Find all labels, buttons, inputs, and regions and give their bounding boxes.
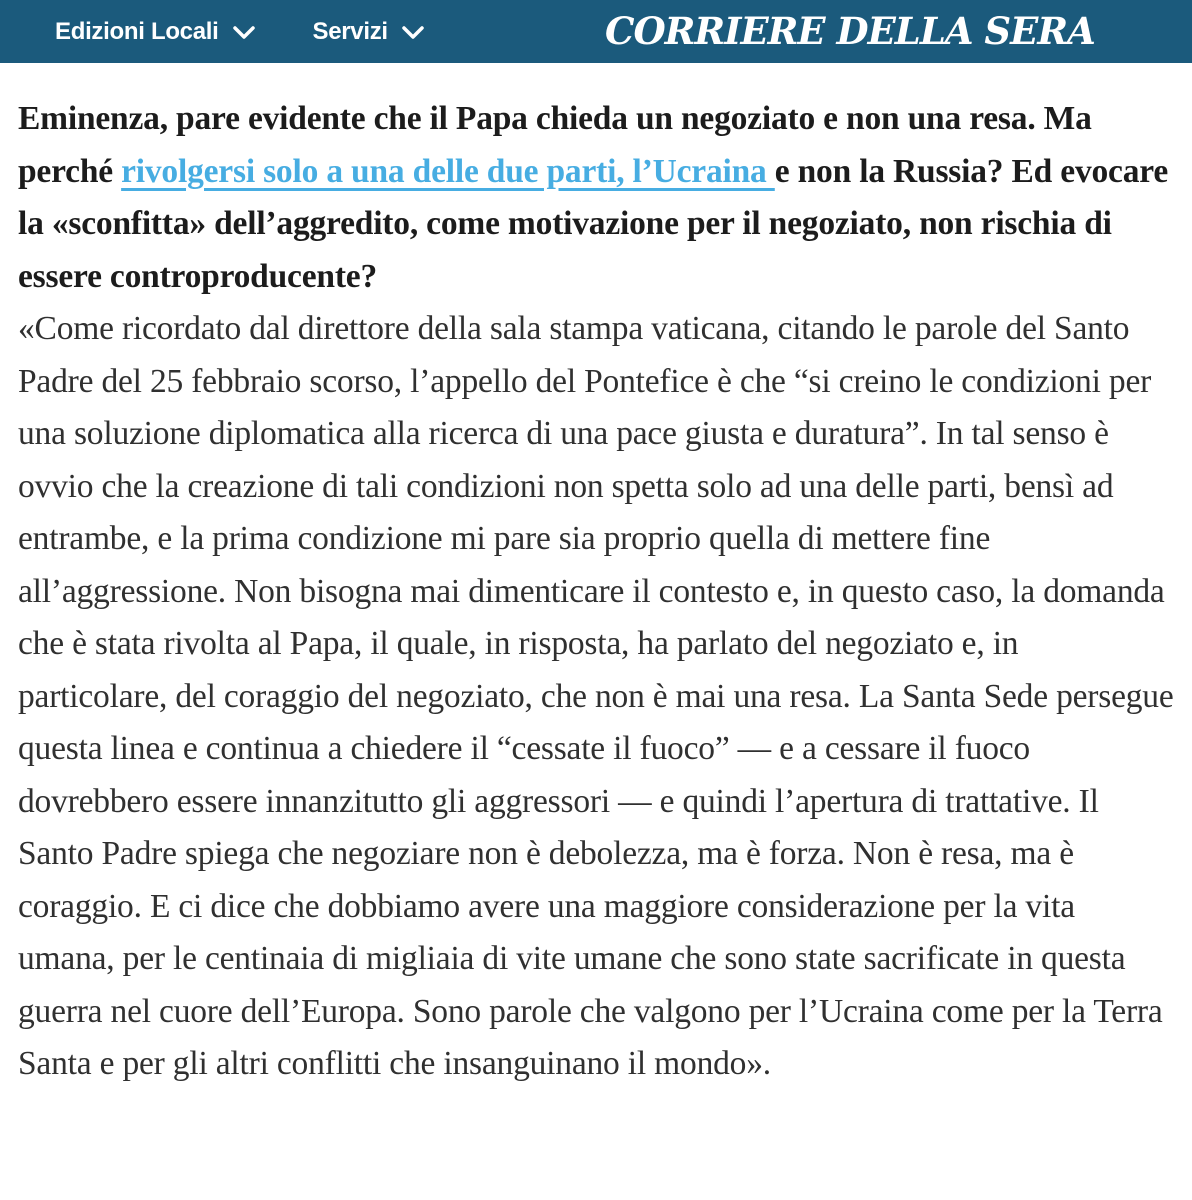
nav-item-servizi[interactable] [313,18,424,46]
masthead-logo[interactable]: CORRIERE DELLA SERA [605,8,1095,53]
question-inline-link[interactable]: rivolgersi solo a una delle due parti, l’Ucraina [121,152,775,190]
top-nav-bar [0,0,1192,63]
nav-item-label: Edizioni Locali [55,17,219,45]
interview-question [18,93,1174,303]
interview-answer: «Come ricordato dal direttore della sala stampa vaticana, citando le parole del Santo Padre del 25 febbraio scorso, l’appello del Pontefice è che “si creino le condizioni per una soluzione diplomatica alla ricerca di una pace giusta e duratura”. In tal senso è ovvio che la creazione di tali condizioni non spetta solo ad una delle parti, bensì ad entrambe, e la prima condizione mi pare sia proprio quella di mettere fine all’aggressione. Non bisogna mai dimenticare il contesto e, in questo caso, la domanda che è stata rivolta al Papa, il quale, in risposta, ha parlato del negoziato e, in particolare, del coraggio del negoziato, che non è mai una resa. La Santa Sede persegue questa linea e continua a chiedere il “cessate il fuoco” — e a cessare il fuoco dovrebbero essere innanzitutto gli aggressori — e quindi l’apertura di trattative. Il Santo Padre spiega che negoziare non è debolezza, ma è forza. Non è resa, ma è coraggio. E ci dice che dobbiamo avere una maggiore considerazione per la vita umana, per le centinaia di migliaia di vite umane che sono state sacrificate in questa guerra nel cuore dell’Europa. Sono parole che valgono per l’Ucraina come per la Terra Santa e per gli altri conflitti che insanguinano il mondo». [18,310,1174,1082]
question-text-after-link: e non la Russia? Ed evocare la «sconfitta» dell’aggredito, come motivazione per il negoziato, non rischia di essere controproducente? [18,152,1168,295]
chevron-down-icon [233,26,255,40]
nav-item-edizioni-locali[interactable] [55,18,255,46]
question-text-before-link: Eminenza, pare evidente che il Papa chieda un negoziato e non una resa. Ma perché [18,100,1092,190]
article-body [0,63,1192,1131]
nav-item-label: Servizi [312,17,388,45]
chevron-down-icon [402,26,424,40]
